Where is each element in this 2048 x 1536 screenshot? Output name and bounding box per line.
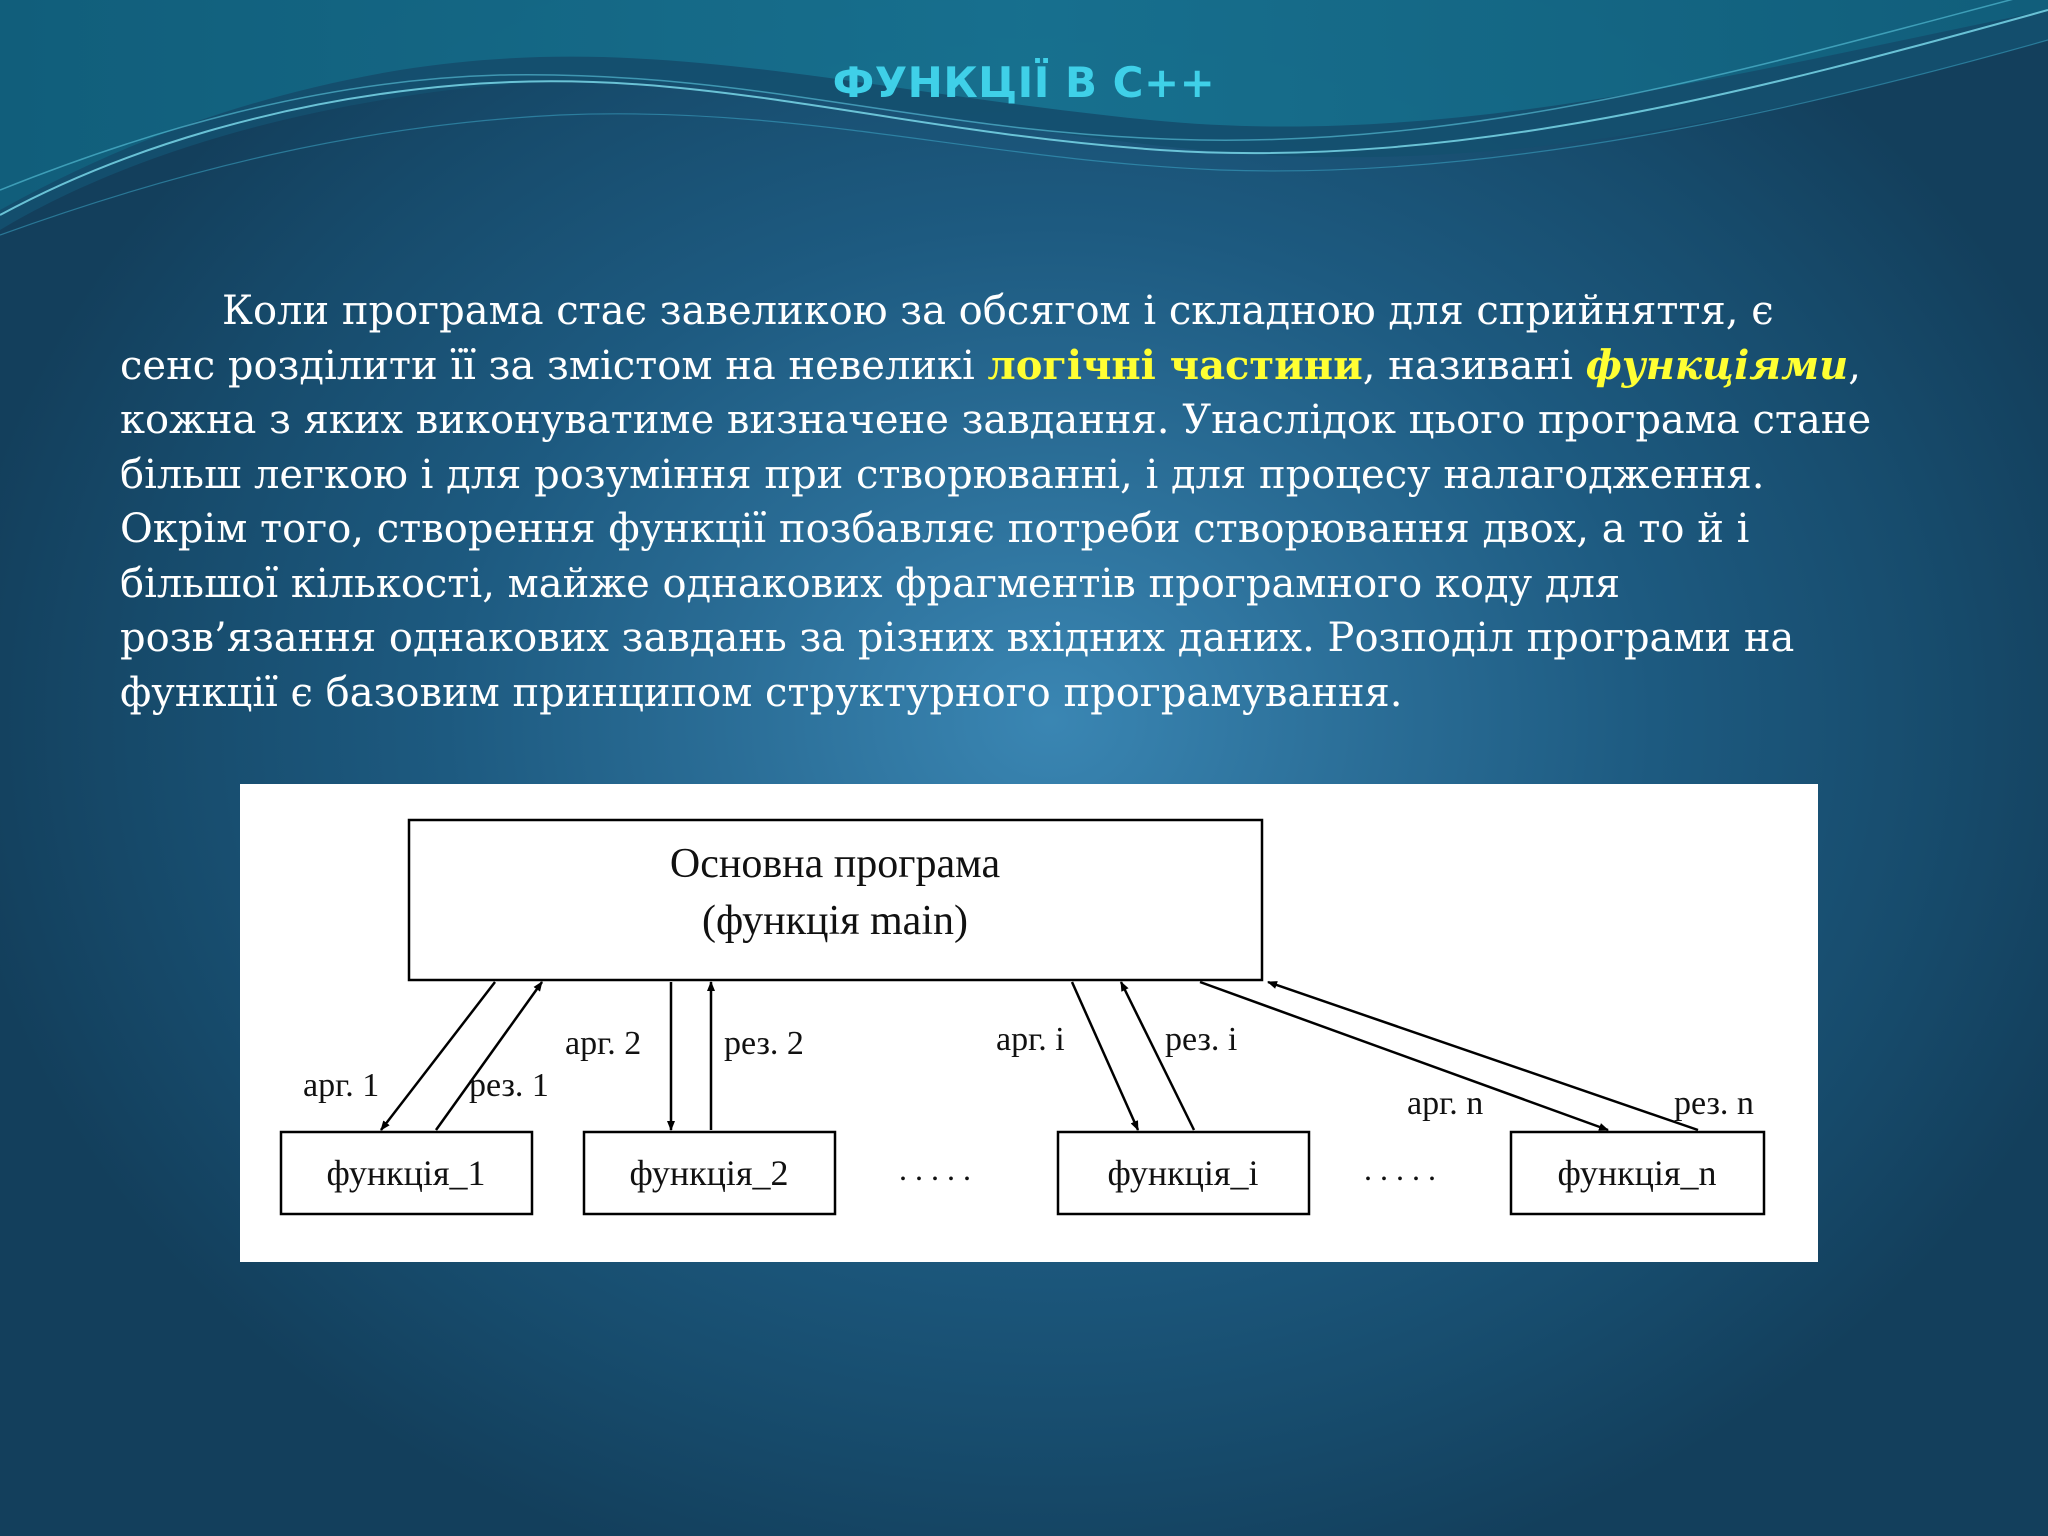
body-paragraph bbox=[120, 284, 1880, 720]
label-arg-n: арг. n bbox=[1407, 1085, 1484, 1122]
highlight-logical-parts: логічні частини bbox=[987, 341, 1363, 389]
label-res-1: рез. 1 bbox=[469, 1067, 549, 1104]
arrow-arg-1 bbox=[381, 982, 495, 1130]
slide-title: ФУНКЦІЇ В С++ bbox=[832, 58, 1216, 107]
diagram-canvas bbox=[240, 784, 1818, 1262]
label-arg-1: арг. 1 bbox=[303, 1067, 380, 1104]
paragraph-part-3: , кожна з яких виконуватиме визначене завдання. Унаслідок цього програма стане більш легкою і для розуміння при створюванні, і для процесу налагодження. Окрім того, створення функції позбавляє потреби створювання двох, а то й і більшої кількості, майже однакових фрагментів програмного коду для розв’язання однакових завдань за різних вхідних даних. Розподіл програми на функції є базовим принципом структурного програмування. bbox=[120, 342, 1872, 716]
wave-decoration bbox=[0, 0, 2048, 260]
function-2-label: функція_2 bbox=[629, 1153, 789, 1193]
label-res-2: рез. 2 bbox=[724, 1025, 804, 1062]
arrow-res-1 bbox=[436, 982, 542, 1130]
ellipsis-2: . . . . . bbox=[1364, 1151, 1436, 1187]
main-program-title: Основна програма bbox=[669, 841, 1001, 887]
label-arg-2: арг. 2 bbox=[565, 1025, 642, 1062]
label-res-n: рез. n bbox=[1674, 1085, 1754, 1122]
function-call-diagram bbox=[240, 784, 1818, 1262]
function-i-label: функція_i bbox=[1107, 1153, 1259, 1193]
arrow-arg-i bbox=[1072, 982, 1138, 1130]
paragraph-part-1: Коли програма стає завеликою за обсягом і складною для сприйняття, є сенс розділити її за змістом на невеликі bbox=[120, 288, 1774, 389]
ellipsis-1: . . . . . bbox=[899, 1151, 971, 1187]
main-program-subtitle: (функція main) bbox=[702, 898, 968, 944]
label-res-i: рез. i bbox=[1165, 1021, 1238, 1058]
arrow-arg-n bbox=[1200, 982, 1608, 1130]
label-arg-i: арг. i bbox=[996, 1021, 1065, 1058]
function-1-label: функція_1 bbox=[326, 1153, 486, 1193]
function-n-label: функція_n bbox=[1557, 1153, 1717, 1193]
highlight-functions: функціями bbox=[1585, 341, 1849, 389]
paragraph-part-2: , називані bbox=[1362, 342, 1586, 389]
